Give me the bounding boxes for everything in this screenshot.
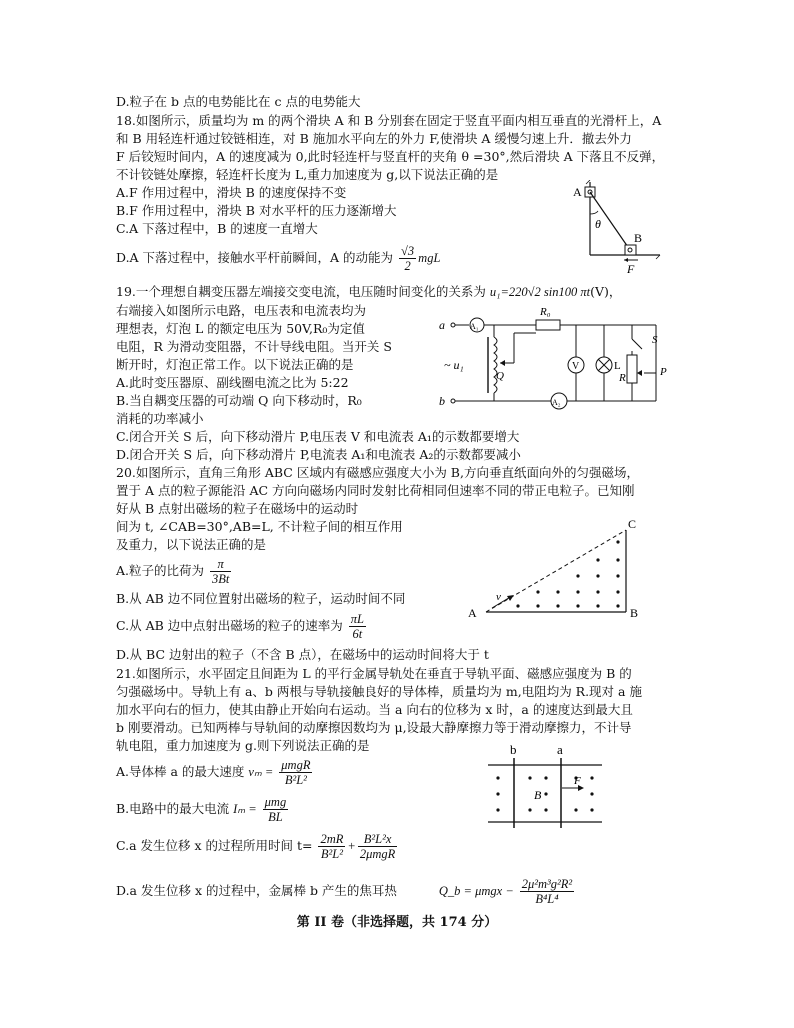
label-u1: ~ u₁	[444, 358, 464, 372]
text-line: D.粒子在 b 点的电势能比在 c 点的电势能大	[116, 94, 361, 109]
text-line: 间为 t, ∠CAB=30°,AB=L, 不计粒子间的相互作用	[116, 519, 403, 534]
fraction-den: B²L²	[320, 847, 343, 861]
label-b: b	[510, 742, 517, 757]
option-text: D.a 发生位移 x 的过程中，金属棒 b 产生的焦耳热	[116, 883, 397, 898]
text-line: 匀强磁场中。导轨上有 a、b 两根与导轨接触良好的导体棒，质量均为 m,电阻均为 R.现对 a 施	[116, 684, 642, 699]
label-b: B	[630, 606, 639, 620]
q21-option-b	[116, 795, 290, 824]
text-line: F 后铰短时间内，A 的速度减为 0,此时轻连杆与竖直杆的夹角 θ =30°,然后滑块 A 下落且不反弹，	[116, 149, 665, 164]
fraction-num: μmg	[264, 795, 287, 809]
option-text: B.电路中的最大电流	[116, 801, 230, 816]
formula: Q_b = μmgx −	[438, 884, 514, 898]
label-f: F	[574, 775, 581, 787]
label-r0: R₀	[540, 306, 551, 318]
text-line: 理想表，灯泡 L 的额定电压为 50V,R₀为定值	[116, 321, 365, 336]
formula: u₁=220√2 sin100 πt	[489, 285, 591, 299]
fraction-num: 2μ²m³g²R²	[521, 877, 573, 891]
tap-arrowhead	[500, 360, 505, 366]
fraction-num: √3	[401, 244, 415, 258]
label-c: C	[628, 517, 637, 531]
figure-q18	[568, 180, 663, 275]
text-line: 断开时，灯泡正常工作。以下说法正确的是	[116, 357, 354, 372]
fraction-num: B²L²x	[358, 832, 397, 847]
field-dots	[516, 540, 619, 607]
fraction-num: πL	[350, 612, 364, 626]
side-ac	[486, 530, 626, 612]
text-line: 轨电阻，重力加速度为 g.则下列说法正确的是	[116, 738, 370, 753]
label-a: a	[439, 318, 445, 332]
q20-option-a	[116, 557, 233, 586]
option-text: C.从 AB 边中点射出磁场的粒子的速率为	[116, 618, 343, 633]
section-title: 第 II 卷（非选择题，共 174 分）	[296, 915, 498, 930]
text-line: 置于 A 点的粒子源能沿 AC 方向向磁场内同时发射比荷相同但速率不同的带正电粒子。已知刚	[116, 483, 635, 498]
text-line: 电阻，R 为滑动变阻器，不计导线电阻。当开关 S	[116, 339, 392, 354]
fraction	[520, 877, 574, 906]
hinge-b	[628, 248, 632, 252]
label-b: b	[439, 394, 445, 408]
fraction	[263, 795, 289, 824]
fraction-den: B⁴L⁴	[535, 892, 559, 906]
option-text: A.导体棒 a 的最大速度	[116, 764, 245, 779]
q19-option-a: A.此时变压器原、副线圈电流之比为 5:22	[116, 375, 349, 390]
text-line: 及重力，以下说法正确的是	[116, 537, 267, 552]
figure-q21	[484, 742, 614, 832]
q18-option-d	[116, 244, 440, 273]
text-line: 不计铰链处摩擦，轻连杆长度为 L,重力加速度为 g,以下说法正确的是	[116, 167, 499, 182]
q20-option-d: D.从 BC 边射出的粒子（不含 B 点），在磁场中的运动时间将大于 t	[116, 647, 489, 662]
q21-stem: 21.如图所示，水平固定且间距为 L 的平行金属导轨处在垂直于导轨平面、磁感应强度为 B 的	[116, 666, 632, 681]
text-line: 加水平向右的恒力，使其由静止开始向右运动。当 a 向右的位移为 x 时，a 的速度达到最大且	[116, 702, 633, 717]
label-a1: A₁	[470, 322, 479, 331]
option-text: C.a 发生位移 x 的过程所用时间 t=	[116, 838, 313, 853]
slider-arrowhead	[637, 370, 642, 376]
text-line: 右端接入如图所示电路，电压表和电流表均为	[116, 303, 367, 318]
fraction-den: 6t	[352, 627, 363, 641]
fraction-num: μmgR	[281, 758, 311, 772]
q19-stem	[116, 283, 621, 301]
option-text: D.A 下落过程中，接触水平杆前瞬间，A 的动能为	[116, 250, 394, 265]
fraction	[210, 557, 231, 586]
label-b: B	[634, 231, 643, 245]
q21-option-d	[116, 877, 576, 906]
q20-stem: 20.如图所示，直角三角形 ABC 区域内有磁感应强度大小为 B,方向垂直纸面向外的匀强磁场，	[116, 465, 639, 480]
q21-option-c	[116, 832, 399, 861]
fraction	[399, 244, 416, 273]
text-line: 和 B 用轻连杆通过铰链相连，对 B 施加水平向左的外力 F,使滑块 A 缓慢匀速上升．撤去外力	[116, 131, 632, 146]
label-theta: θ	[595, 217, 601, 231]
terminal-a	[451, 323, 455, 327]
fraction-den: BL	[268, 810, 283, 824]
label-s: S	[652, 334, 658, 346]
q19-option-b: B.当自耦变压器的可动端 Q 向下移动时，R₀	[116, 393, 362, 408]
fraction-num: 2mR	[320, 832, 344, 846]
q21-option-a	[116, 758, 314, 787]
q19-option-c: C.闭合开关 S 后，向下移动滑片 P,电压表 V 和电流表 A₁的示数都要增大	[116, 429, 520, 444]
label-a: a	[557, 742, 563, 757]
transformer-coil	[494, 337, 497, 393]
formula: vₘ =	[248, 765, 274, 779]
q18-option-b: B.F 作用过程中，滑块 B 对水平杆的压力逐渐增大	[116, 203, 397, 218]
fraction	[279, 758, 312, 787]
label-f: F	[627, 262, 635, 275]
label-v: V	[572, 361, 580, 372]
fraction	[349, 612, 366, 641]
figure-q19	[436, 303, 676, 413]
q18-option-a: A.F 作用过程中，滑块 B 的速度保持不变	[116, 185, 347, 200]
fraction-num: π	[210, 557, 231, 572]
q20-option-b: B.从 AB 边不同位置射出磁场的粒子，运动时间不同	[116, 591, 406, 606]
label-a2: A₂	[552, 398, 561, 407]
stem-text: (V)，	[590, 284, 622, 299]
resistor-r0	[536, 320, 560, 330]
q18-stem: 18.如图所示，质量均为 m 的两个滑块 A 和 B 分别套在固定于竖直平面内相互垂直的光滑杆上，A	[116, 113, 662, 128]
text-line: 消耗的功率减小	[116, 411, 204, 426]
text-line: b 刚要滑动。已知两棒与导轨间的动摩擦因数均为 μ,设最大静摩擦力等于滑动摩擦力，不计导	[116, 720, 632, 735]
label-p: P	[660, 366, 667, 378]
text-line: 好从 B 点射出磁场的粒子在磁场中的运动时	[116, 501, 359, 516]
angle-arc	[590, 211, 598, 214]
fraction-den: 2	[404, 259, 411, 273]
fraction-den: B²L²	[284, 773, 307, 787]
formula: Iₘ =	[233, 802, 257, 816]
label-a: A	[468, 606, 477, 620]
switch-s	[632, 339, 642, 349]
label-q: Q	[496, 370, 504, 382]
label-r: R	[619, 372, 626, 384]
rheostat-r	[627, 355, 637, 383]
formula: mgL	[418, 251, 441, 265]
option-text: A.粒子的比荷为	[116, 563, 205, 578]
q19-option-d: D.闭合开关 S 后，向下移动滑片 P,电流表 A₁和电流表 A₂的示数都要减小	[116, 447, 521, 462]
q20-option-c	[116, 612, 368, 641]
label-a: A	[573, 185, 582, 199]
fraction-den: 2μmgR	[359, 847, 396, 861]
fraction	[358, 832, 397, 861]
fraction	[318, 832, 345, 861]
stem-text: 19.一个理想自耦变压器左端接交变电流，电压随时间变化的关系为	[116, 284, 486, 299]
label-l: L	[614, 360, 621, 372]
label-v: v	[496, 591, 501, 603]
plus-sign: +	[347, 839, 356, 853]
q18-option-c: C.A 下落过程中，B 的速度一直增大	[116, 221, 318, 236]
terminal-b	[451, 399, 455, 403]
fraction-den: 3Bt	[212, 572, 230, 586]
label-bfield: B	[534, 788, 542, 802]
figure-q20	[462, 514, 652, 624]
